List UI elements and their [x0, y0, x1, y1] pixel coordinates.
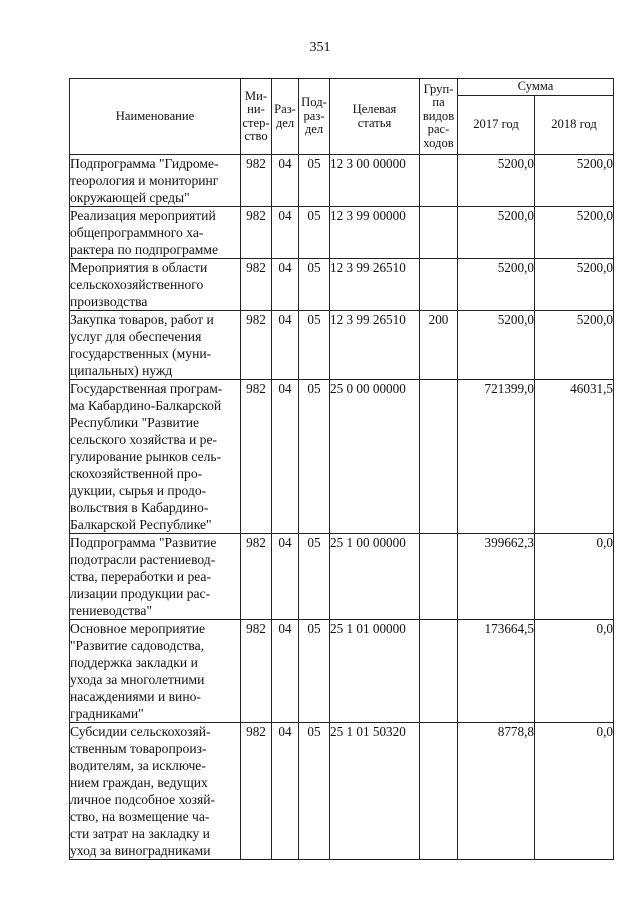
budget-table — [69, 78, 614, 860]
row-section: 04 — [272, 380, 299, 534]
row-name: Государственная програм- ма Кабардино-Балкарской Республики "Развитие сельского хозяйства и ре- гулирование рынков сель- скохозяйственной про- дукции, сырья и продо- вольствия в Кабардино- Балкарской Республике" — [70, 380, 241, 534]
row-target-article: 12 3 99 26510 — [330, 259, 420, 311]
row-ministry: 982 — [241, 259, 272, 311]
row-target-article: 25 0 00 00000 — [330, 380, 420, 534]
row-target-article: 12 3 99 00000 — [330, 207, 420, 259]
row-name: Субсидии сельскохозяй- ственным товаропроиз- водителям, за исключе- нием граждан, ведущих личное подсобное хозяй- ство, на возмещение ча- сти затрат на закладку и уход за виноградниками — [70, 723, 241, 860]
row-section: 04 — [272, 620, 299, 723]
row-sum-2018: 0,0 — [535, 723, 614, 860]
row-name: Подпрограмма "Развитие подотрасли растениевод- ства, переработки и реа- лизации продукции рас- тениеводства" — [70, 534, 241, 620]
row-expense-group — [420, 534, 458, 620]
row-sum-2017: 399662,3 — [458, 534, 535, 620]
table-row — [70, 207, 614, 259]
row-section: 04 — [272, 207, 299, 259]
row-expense-group — [420, 259, 458, 311]
row-subsection: 05 — [299, 311, 330, 380]
row-target-article: 12 3 00 00000 — [330, 155, 420, 207]
row-sum-2018: 0,0 — [535, 534, 614, 620]
row-subsection: 05 — [299, 534, 330, 620]
row-sum-2018: 46031,5 — [535, 380, 614, 534]
header-section: Раз- дел — [272, 79, 299, 155]
row-sum-2018: 0,0 — [535, 620, 614, 723]
row-target-article: 25 1 01 00000 — [330, 620, 420, 723]
row-section: 04 — [272, 534, 299, 620]
row-target-article: 25 1 00 00000 — [330, 534, 420, 620]
row-expense-group — [420, 380, 458, 534]
page-number: 351 — [309, 40, 331, 55]
row-section: 04 — [272, 259, 299, 311]
row-ministry: 982 — [241, 534, 272, 620]
row-subsection: 05 — [299, 155, 330, 207]
row-name: Мероприятия в области сельскохозяйственного производства — [70, 259, 241, 311]
row-subsection: 05 — [299, 380, 330, 534]
header-sum: Сумма — [458, 79, 614, 96]
row-section: 04 — [272, 723, 299, 860]
header-year-2018: 2018 год — [535, 96, 614, 155]
table-body — [70, 155, 614, 860]
table-row — [70, 534, 614, 620]
row-target-article: 25 1 01 50320 — [330, 723, 420, 860]
header-name: Наименование — [70, 79, 241, 155]
table-row — [70, 723, 614, 860]
table-row — [70, 620, 614, 723]
row-sum-2018: 5200,0 — [535, 207, 614, 259]
row-sum-2017: 8778,8 — [458, 723, 535, 860]
row-subsection: 05 — [299, 259, 330, 311]
header-subsection: Под- раз- дел — [299, 79, 330, 155]
row-name: Подпрограмма "Гидроме- теорология и мониторинг окружающей среды" — [70, 155, 241, 207]
row-ministry: 982 — [241, 207, 272, 259]
row-expense-group — [420, 620, 458, 723]
row-sum-2018: 5200,0 — [535, 311, 614, 380]
table-row — [70, 155, 614, 207]
row-section: 04 — [272, 311, 299, 380]
table-row — [70, 259, 614, 311]
row-ministry: 982 — [241, 155, 272, 207]
row-name: Закупка товаров, работ и услуг для обеспечения государственных (муни- ципальных) нужд — [70, 311, 241, 380]
row-sum-2018: 5200,0 — [535, 155, 614, 207]
row-expense-group: 200 — [420, 311, 458, 380]
row-expense-group — [420, 723, 458, 860]
row-ministry: 982 — [241, 311, 272, 380]
row-sum-2017: 173664,5 — [458, 620, 535, 723]
row-subsection: 05 — [299, 723, 330, 860]
header-ministry: Ми- ни- стер- ство — [241, 79, 272, 155]
row-subsection: 05 — [299, 620, 330, 723]
row-sum-2017: 721399,0 — [458, 380, 535, 534]
row-ministry: 982 — [241, 620, 272, 723]
row-target-article: 12 3 99 26510 — [330, 311, 420, 380]
table-row — [70, 380, 614, 534]
header-target-article: Целевая статья — [330, 79, 420, 155]
row-sum-2017: 5200,0 — [458, 311, 535, 380]
row-expense-group — [420, 155, 458, 207]
row-expense-group — [420, 207, 458, 259]
row-sum-2017: 5200,0 — [458, 155, 535, 207]
row-section: 04 — [272, 155, 299, 207]
row-name: Реализация мероприятий общепрограммного ха- рактера по подпрограмме — [70, 207, 241, 259]
header-year-2017: 2017 год — [458, 96, 535, 155]
row-sum-2018: 5200,0 — [535, 259, 614, 311]
row-sum-2017: 5200,0 — [458, 207, 535, 259]
header-expense-group: Груп- па видов рас- ходов — [420, 79, 458, 155]
row-subsection: 05 — [299, 207, 330, 259]
table-row — [70, 311, 614, 380]
row-ministry: 982 — [241, 723, 272, 860]
row-name: Основное мероприятие "Развитие садоводства, поддержка закладки и ухода за многолетними насаждениями и вино- градниками" — [70, 620, 241, 723]
row-sum-2017: 5200,0 — [458, 259, 535, 311]
row-ministry: 982 — [241, 380, 272, 534]
